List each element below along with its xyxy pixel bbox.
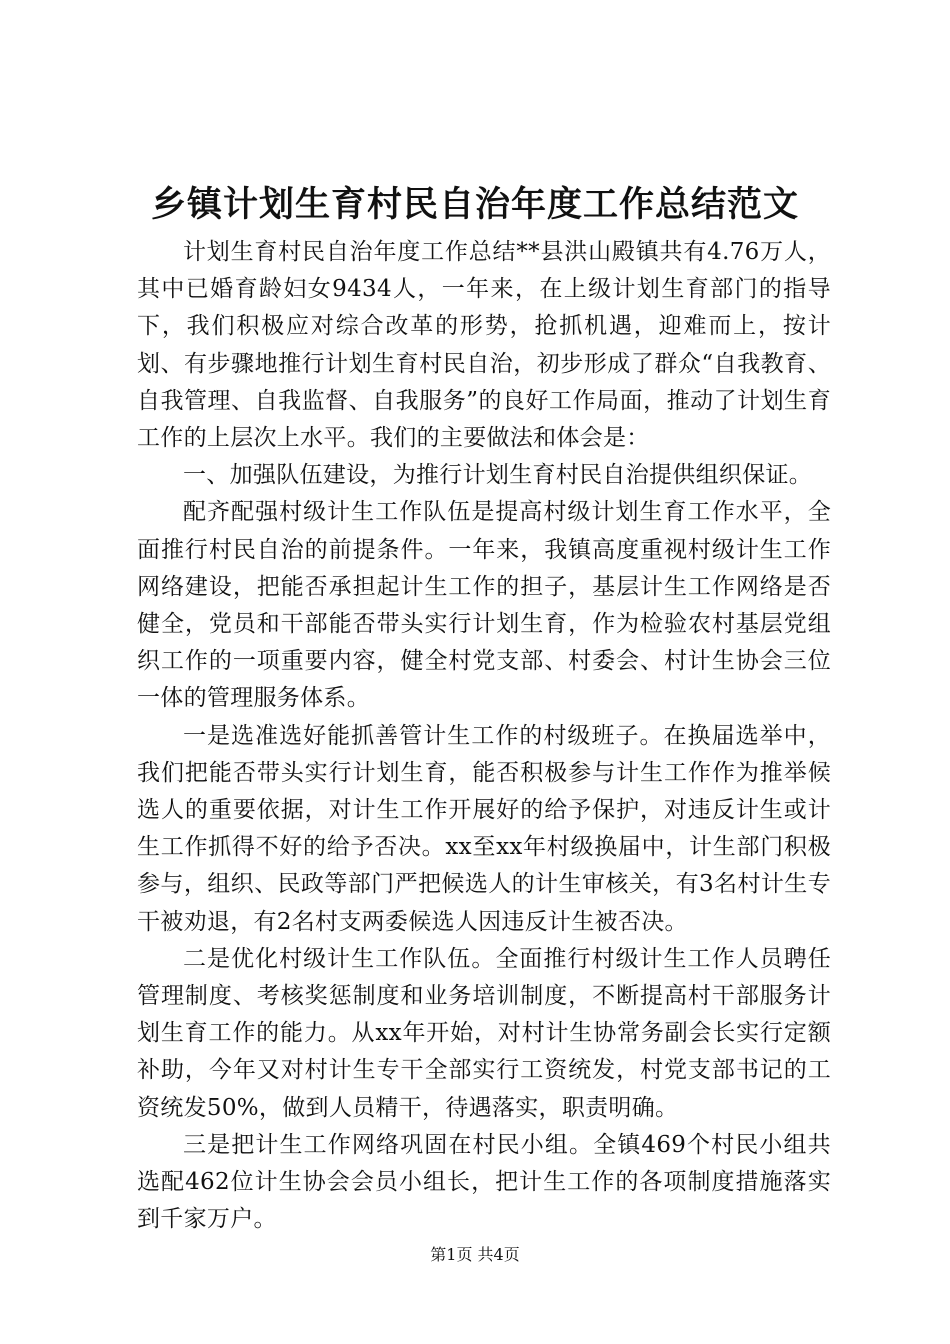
paragraph-section-heading: 一、加强队伍建设，为推行计划生育村民自治提供组织保证。 <box>183 462 813 489</box>
paragraph-team-building: 配齐配强村级计生工作队伍是提高村级计划生育工作水平，全面推行村民自治的前提条件。一年来，我镇高度重视村级计生工作网络建设，把能否承担起计生工作的担子，基层计生工作网络是否健全，党员和干部能否带头实行计划生育，作为检验农村基层党组织工作的一项重要内容，健全村党支部、村委会、村计生协会三位一体的管理服务体系。 <box>137 499 831 712</box>
paragraph-point-one: 一是选准选好能抓善管计生工作的村级班子。在换届选举中，我们把能否带头实行计划生育，能否积极参与计生工作作为推举候选人的重要依据，对计生工作开展好的给予保护，对违反计生或计生工作抓得不好的给予否决。xx至xx年村级换届中，计生部门积极参与，组织、民政等部门严把候选人的计生审核关，有3名村计生专干被劝退，有2名村支两委候选人因违反计生被否决。 <box>137 722 831 935</box>
page-number-footer: 第1页 共4页 <box>430 1245 520 1264</box>
paragraph-point-three: 三是把计生工作网络巩固在村民小组。全镇469个村民小组共选配462位计生协会会员小组长，把计生工作的各项制度措施落实到千家万户。 <box>137 1131 831 1233</box>
paragraph-intro: 计划生育村民自治年度工作总结**县洪山殿镇共有4.76万人，其中已婚育龄妇女9434人，一年来，在上级计划生育部门的指导下，我们积极应对综合改革的形势，抢抓机遇，迎难而上，按计划、有步骤地推行计划生育村民自治，初步形成了群众“自我教育、自我管理、自我监督、自我服务”的良好工作局面，推动了计划生育工作的上层次上水平。我们的主要做法和体会是： <box>137 239 831 452</box>
paragraph-point-two: 二是优化村级计生工作队伍。全面推行村级计生工作人员聘任管理制度、考核奖惩制度和业务培训制度，不断提高村干部服务计划生育工作的能力。从xx年开始，对村计生协常务副会长实行定额补助，今年又对村计生专干全部实行工资统发，村党支部书记的工资统发50%，做到人员精干，待遇落实，职责明确。 <box>137 945 831 1121</box>
document-body <box>137 234 831 1238</box>
document-title: 乡镇计划生育村民自治年度工作总结范文 <box>150 185 799 225</box>
